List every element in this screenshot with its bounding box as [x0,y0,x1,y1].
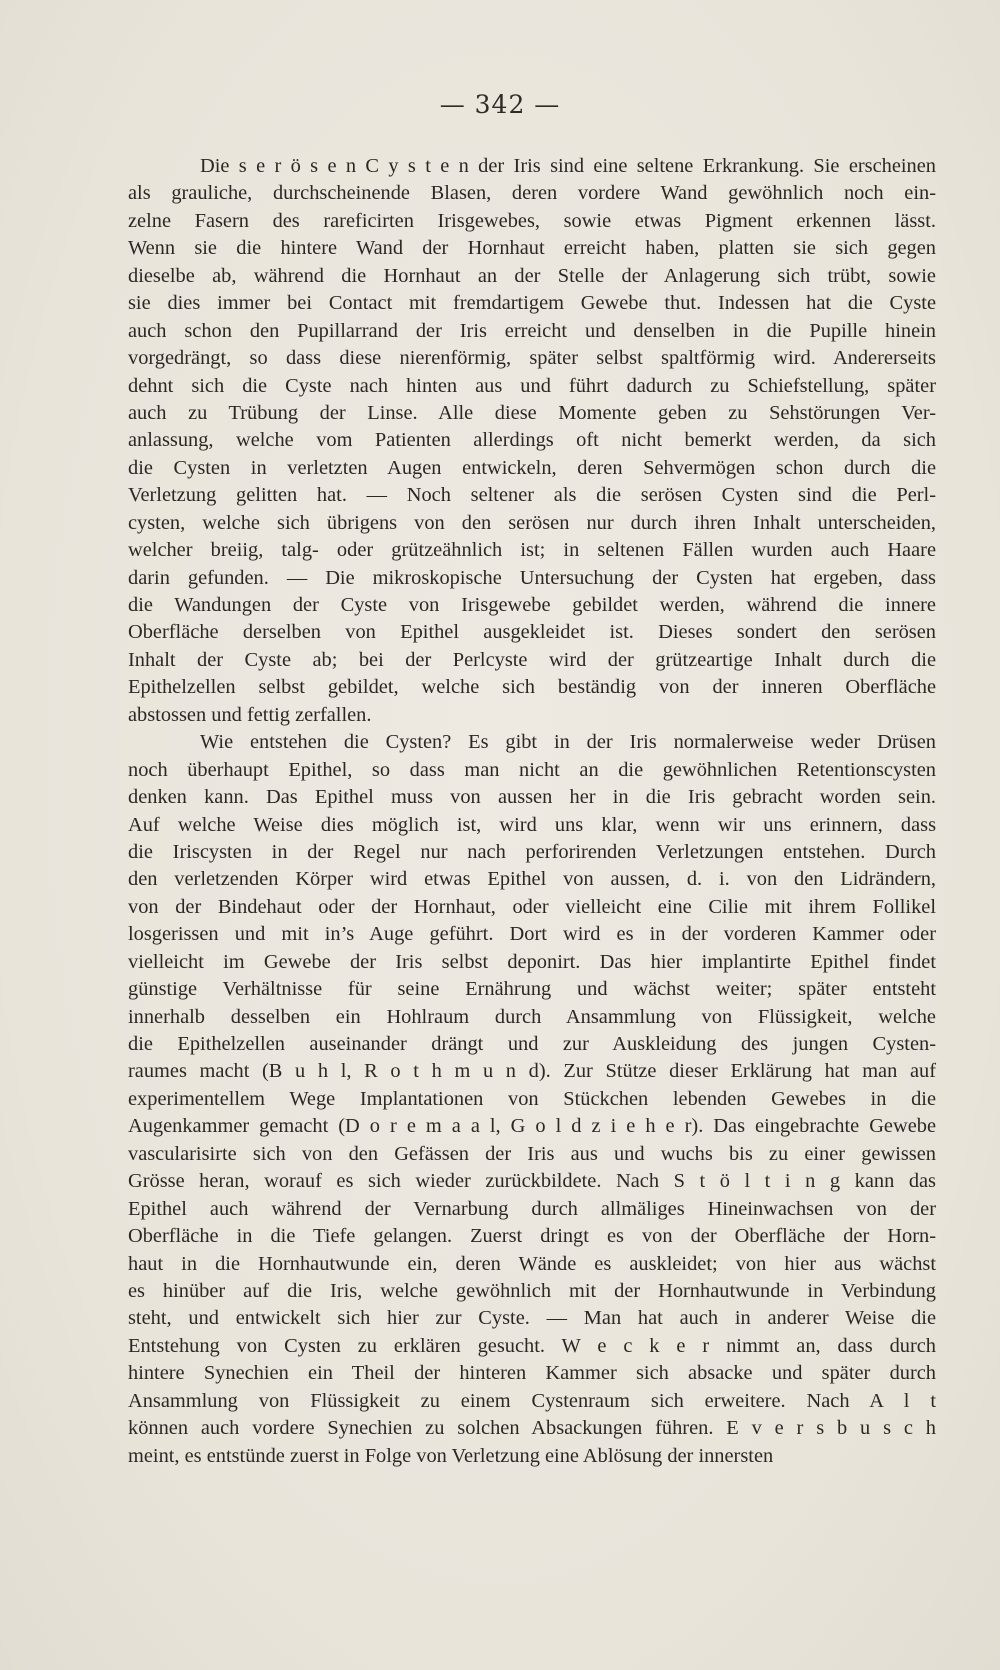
text-line: die Wandungen der Cyste von Irisgewebe gebildet werden, während die innere [128,594,936,616]
text-line: Wenn sie die hintere Wand der Hornhaut erreicht haben, platten sie sich gegen [128,237,936,260]
text-line: auch schon den Pupillarrand der Iris erreicht und denselben in die Pupille hinein [128,319,936,342]
text-line: vascularisirte sich von den Gefässen der Iris aus und wuchs bis zu einer gewissen [128,1142,936,1165]
text-line: Entstehung von Cysten zu erklären gesucht. W e c k e r nimmt an, dass durch [128,1334,936,1357]
text-line: darin gefunden. — Die mikroskopische Untersuchung der Cysten hat ergeben, dass [128,566,936,589]
text-line: die Cysten in verletzten Augen entwickeln, deren Sehvermögen schon durch die [128,456,936,479]
text-line: sie dies immer bei Contact mit fremdartigem Gewebe thut. Indessen hat die Cyste [128,292,936,315]
text-line: cysten, welche sich übrigens von den serösen nur durch ihren Inhalt unterscheiden, [128,511,936,534]
text-line: steht, und entwickelt sich hier zur Cyste. — Man hat auch in anderer Weise die [128,1307,936,1330]
text-line: vorgedrängt, so dass diese nierenförmig, später selbst spaltförmig wird. Andererseits [128,347,936,370]
text-line: können auch vordere Synechien zu solchen Absackungen führen. E v e r s b u s c h [128,1417,936,1440]
text-line: als grauliche, durchscheinende Blasen, deren vordere Wand gewöhnlich noch ein- [128,182,936,205]
body-text [128,153,936,1470]
text-line: anlassung, welche vom Patienten allerdings oft nicht bemerkt werden, da sich [128,429,936,452]
text-line: Epithel auch während der Vernarbung durch allmäliges Hineinwachsen von der [128,1197,936,1220]
text-line: innerhalb desselben ein Hohlraum durch Ansammlung von Flüssigkeit, welche [128,1005,936,1028]
text-line: Grösse heran, worauf es sich wieder zurückbildete. Nach S t ö l t i n g kann das [128,1170,936,1193]
text-line: Oberfläche derselben von Epithel ausgekleidet ist. Dieses sondert den serösen [128,621,936,644]
text-line: denken kann. Das Epithel muss von aussen her in die Iris gebracht worden sein. [128,786,936,809]
text-line: abstossen und fettig zerfallen. [128,703,372,726]
text-line: raumes macht (B u h l, R o t h m u n d). Zur Stütze dieser Erklärung hat man auf [128,1060,936,1083]
text-line: Auf welche Weise dies möglich ist, wird uns klar, wenn wir uns erinnern, dass [128,813,936,836]
text-line: auch zu Trübung der Linse. Alle diese Momente geben zu Sehstörungen Ver- [128,401,936,424]
text-line: den verletzenden Körper wird etwas Epithel von aussen, d. i. von den Lidrändern, [128,868,936,891]
text-line: welcher breiig, talg- oder grützeähnlich ist; in seltenen Fällen wurden auch Haare [128,539,936,562]
text-line: Ansammlung von Flüssigkeit zu einem Cystenraum sich erweitere. Nach A l t [128,1389,936,1412]
paragraph-serous-cysts [128,153,936,729]
text-line: Epithelzellen selbst gebildet, welche sich beständig von der inneren Oberfläche [128,676,936,699]
text-line: es hinüber auf die Iris, welche gewöhnlich mit der Hornhautwunde in Verbindung [128,1279,936,1302]
text-line: noch überhaupt Epithel, so dass man nicht an die gewöhnlichen Retentionscysten [128,758,936,781]
text-line: Inhalt der Cyste ab; bei der Perlcyste wird der grützeartige Inhalt durch die [128,648,936,671]
text-line: dehnt sich die Cyste nach hinten aus und führt dadurch zu Schiefstellung, später [128,374,936,397]
text-line: die Iriscysten in der Regel nur nach perforirenden Verletzungen entstehen. Durch [128,840,936,863]
text-line: Oberfläche in die Tiefe gelangen. Zuerst dringt es von der Oberfläche der Horn- [128,1225,936,1248]
text-line: experimentellem Wege Implantationen von Stückchen lebenden Gewebes in die [128,1087,936,1110]
text-line: vielleicht im Gewebe der Iris selbst deponirt. Das hier implantirte Epithel findet [128,950,936,973]
text-line: Wie entstehen die Cysten? Es gibt in der Iris normalerweise weder Drüsen [200,731,936,754]
text-line: Die s e r ö s e n C y s t e n der Iris sind eine seltene Erkrankung. Sie erscheinen [200,155,936,177]
text-line: haut in die Hornhautwunde ein, deren Wände es auskleidet; von hier aus wächst [128,1252,936,1275]
text-line: von der Bindehaut oder der Hornhaut, oder vielleicht eine Cilie mit ihrem Follikel [128,895,936,918]
text-line: meint, es entstünde zuerst in Folge von Verletzung eine Ablösung der innersten [128,1444,774,1467]
text-line: die Epithelzellen auseinander drängt und zur Auskleidung des jungen Cysten- [128,1033,936,1055]
text-line: zelne Fasern des rareficirten Irisgewebes, sowie etwas Pigment erkennen lässt. [128,209,936,232]
text-line: Verletzung gelitten hat. — Noch seltener als die serösen Cysten sind die Perl- [128,484,936,507]
text-line: hintere Synechien ein Theil der hinteren Kammer sich absacke und später durch [128,1362,936,1385]
text-line: Augenkammer gemacht (D o r e m a a l, G o l d z i e h e r). Das eingebrachte Gewebe [128,1115,936,1138]
text-line: dieselbe ab, während die Hornhaut an der Stelle der Anlagerung sich trübt, sowie [128,264,936,287]
text-line: losgerissen und mit in’s Auge geführt. Dort wird es in der vorderen Kammer oder [128,923,936,946]
text-line: günstige Verhältnisse für seine Ernährung und wächst weiter; später entsteht [128,978,936,1001]
paragraph-cyst-origin [128,729,936,1470]
page-number: — 342 — [439,90,561,119]
